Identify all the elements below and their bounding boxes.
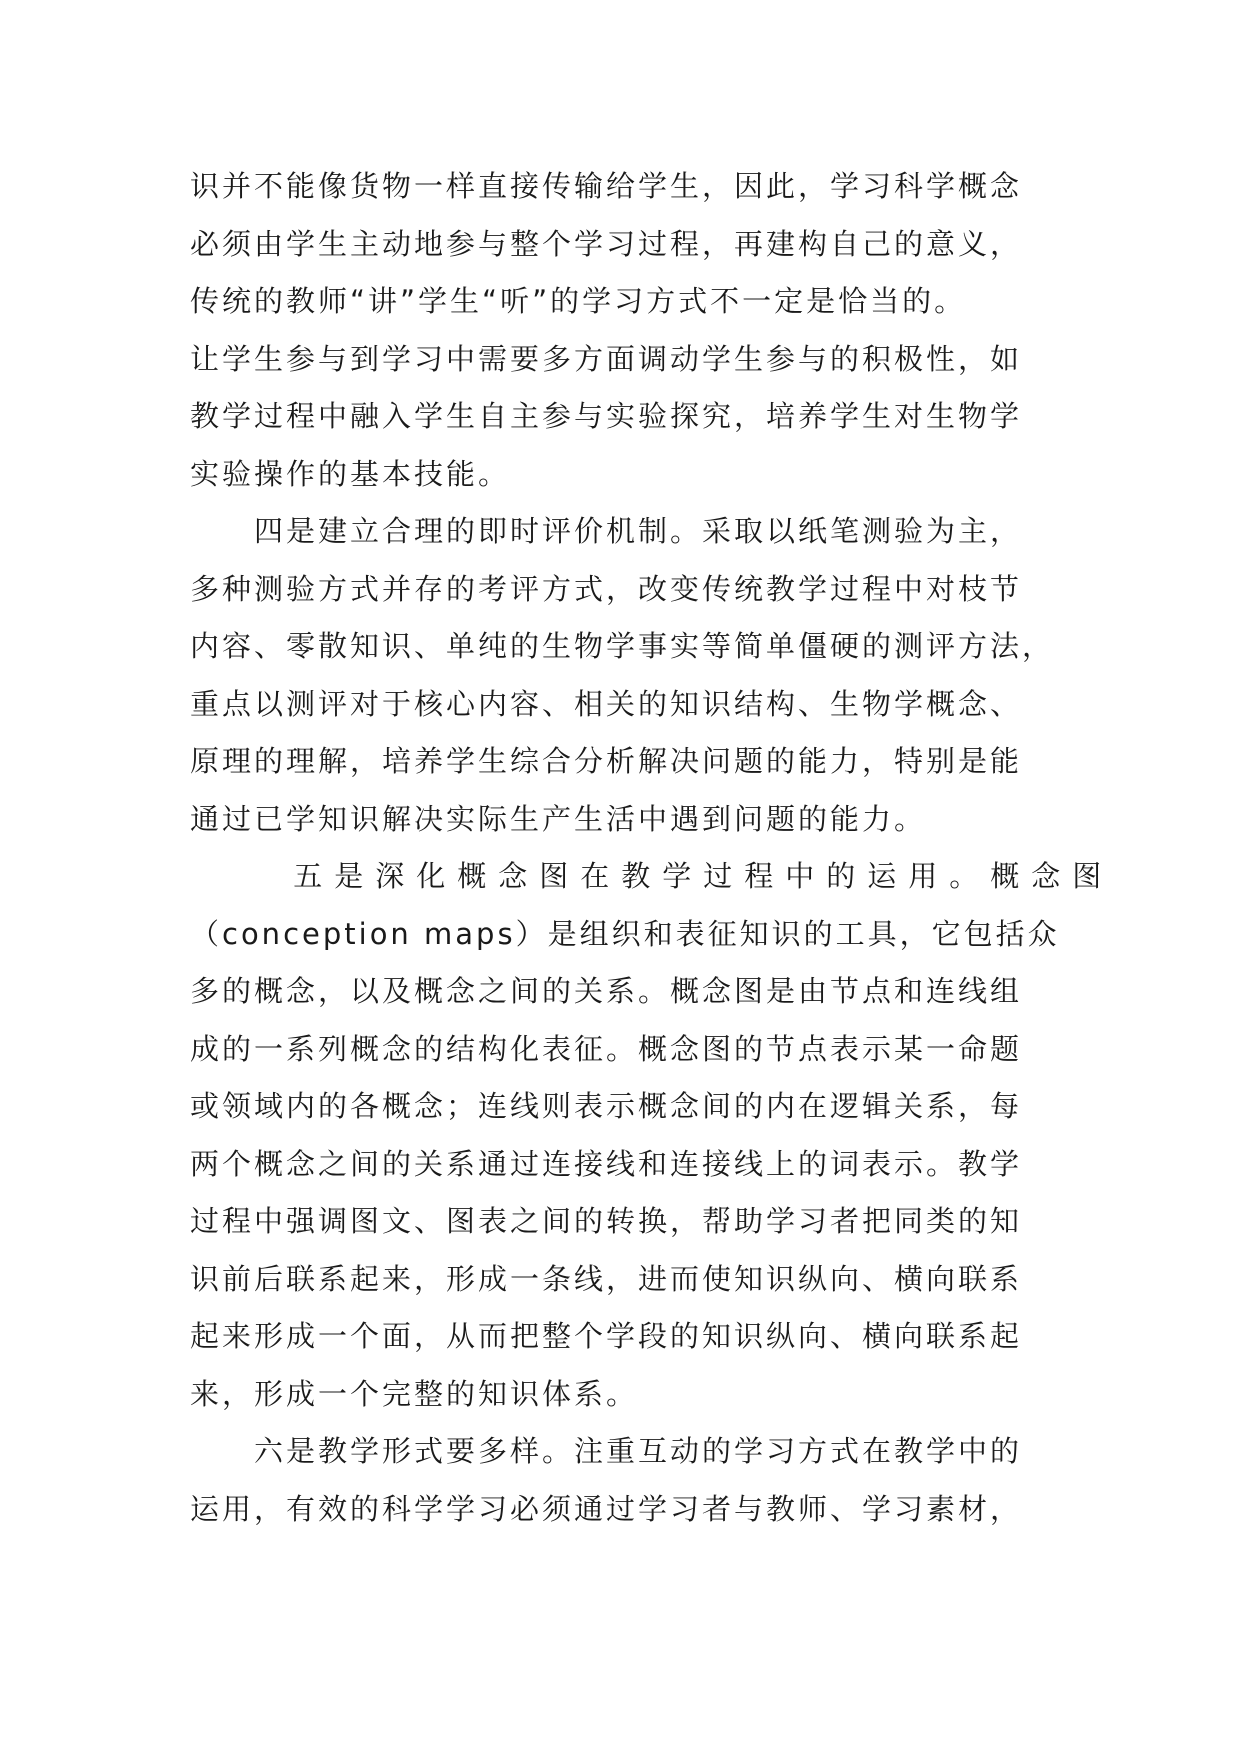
text-line: 原理的理解，培养学生综合分析解决问题的能力，特别是能 [190, 744, 1023, 778]
text-line: 来，形成一个完整的知识体系。 [190, 1376, 639, 1411]
text-line: 多的概念，以及概念之间的关系。概念图是由节点和连线组 [190, 974, 1023, 1008]
text-line: 传统的教师“讲”学生“听”的学习方式不一定是恰当的。 [190, 284, 967, 318]
text-line: 成的一系列概念的结构化表征。概念图的节点表示某一命题 [190, 1031, 1023, 1066]
text-line: 让学生参与到学习中需要多方面调动学生参与的积极性，如 [190, 341, 1023, 376]
text-line: 通过已学知识解决实际生产生活中遇到问题的能力。 [190, 801, 927, 836]
text-line: 识前后联系起来，形成一条线，进而使知识纵向、横向联系 [190, 1261, 1023, 1296]
text-line: 过程中强调图文、图表之间的转换，帮助学习者把同类的知 [190, 1204, 1023, 1238]
text-line: 六是教学形式要多样。注重互动的学习方式在教学中的 [190, 1434, 1023, 1468]
text-line: 实验操作的基本技能。 [190, 456, 511, 491]
text-line: 起来形成一个面，从而把整个学段的知识纵向、横向联系起 [190, 1319, 1023, 1353]
text-line: 识并不能像货物一样直接传输给学生，因此，学习科学概念 [190, 169, 1023, 203]
text-line: 或领域内的各概念；连线则表示概念间的内在逻辑关系，每 [190, 1089, 1023, 1123]
text-line: 运用，有效的科学学习必须通过学习者与教师、学习素材， [190, 1491, 1023, 1526]
text-line: 两个概念之间的关系通过连接线和连接线上的词表示。教学 [190, 1146, 1023, 1181]
text-line: 四是建立合理的即时评价机制。采取以纸笔测验为主， [190, 514, 1023, 548]
text-line: 多种测验方式并存的考评方式，改变传统教学过程中对枝节 [190, 571, 1023, 606]
text-line: （conception maps）是组织和表征知识的工具，它包括众 [190, 916, 1060, 951]
body-text [190, 158, 1114, 1538]
text-line: 内容、零散知识、单纯的生物学事实等简单僵硬的测评方法， [190, 629, 1055, 663]
text-line: 教学过程中融入学生自主参与实验探究，培养学生对生物学 [190, 399, 1023, 433]
text-line: 重点以测评对于核心内容、相关的知识结构、生物学概念、 [190, 686, 1023, 721]
text-line: 五是深化概念图在教学过程中的运用。概念图 [190, 859, 1114, 893]
text-line: 必须由学生主动地参与整个学习过程，再建构自己的意义， [190, 226, 1023, 261]
